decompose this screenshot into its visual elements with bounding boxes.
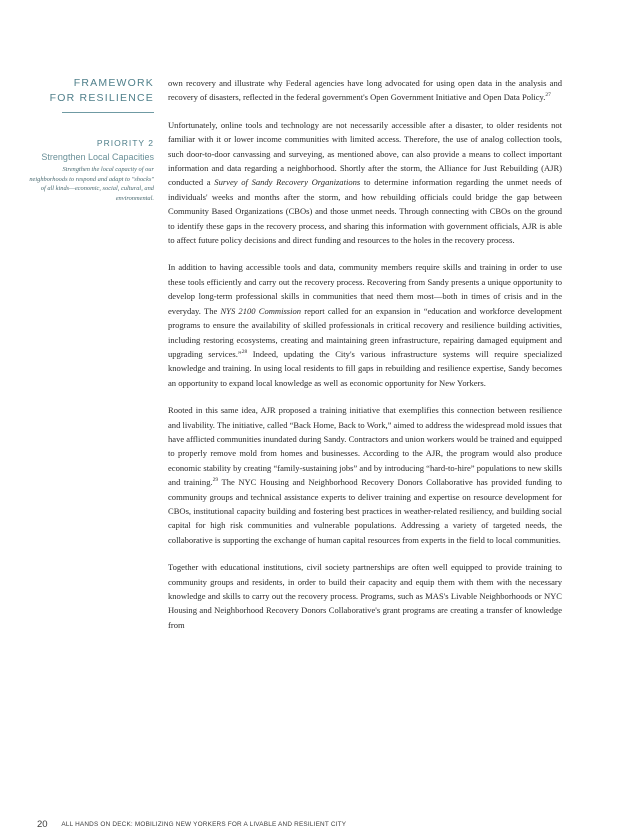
framework-heading-line1: FRAMEWORK [73, 77, 154, 89]
framework-heading-line2: FOR RESILIENCE [49, 92, 154, 104]
page-number: 20 [37, 819, 48, 830]
paragraph-4-text-b: The NYC Housing and Neighborhood Recovery Donors Collaborative has provided funding to community groups and technical assistance experts to deliver training and expertise on resource development for CBOs, institutional capacity building and fostering best practices in weather-related resiliency, and building social capital for high risk communities and vulnerable populations. Addressing a variety of targeted needs, the collaborative is supporting the exchange of human capital resources from experts in the field to local communities. [168, 477, 562, 545]
paragraph-1 [168, 76, 562, 105]
paragraph-4 [168, 403, 562, 547]
paragraph-3-text-c: Indeed, updating the City's various infrastructure systems will require specialized knowledge and training. In using local residents to fill gaps in rebuilding and resilience expertise, Sandy becomes an opportunity to expand local knowledge as well as economic opportunity for New Yorkers. [168, 348, 562, 388]
priority-description: Strengthen the local capacity of our neighborhoods to respond and adapt to "shocks" of all kinds—economic, social, cultural, and environmental. [29, 166, 154, 202]
footnote-ref-27: 27 [545, 92, 551, 99]
priority-title: Strengthen Local Capacities [41, 152, 154, 162]
framework-divider [62, 112, 154, 113]
paragraph-3-text-a: In addition to having accessible tools and data, community members require skills and training in order to use these tools efficiently and carry out the recovery process. Recovering from Sandy presents a unique opportunity to develop long-term professional skills in communities that need them most—both in times of crisis and in the everyday. The [168, 262, 562, 316]
body-text [168, 76, 562, 645]
sidebar [28, 76, 154, 203]
footnote-ref-29: 29 [212, 477, 219, 484]
paragraph-3 [168, 260, 562, 390]
page-footer [37, 819, 346, 831]
footnote-ref-28: 28 [241, 349, 248, 356]
paragraph-3-text-b: report called for an expansion in “education and workforce development programs to ensure the availability of skilled professionals in critical recovery and resilience building activities, including restoring ecosystems, creating and maintaining green infrastructure, repairing damaged equipment and upgrading services.” [168, 305, 562, 359]
paragraph-5-text: Together with educational institutions, civil society partnerships are often well equipped to provide training to community groups and residents, in order to build their capacity and equip them with them with the necessary knowledge and skills to carry out the recovery process. Programs, such as MAS's Livable Neighborhoods or NYC Housing and Neighborhood Recovery Donors Collaborative's grant programs are creating a transfer of knowledge from [168, 562, 562, 630]
paragraph-2-text-a: Unfortunately, online tools and technology are not necessarily accessible after a disaster, to older residents not familiar with it or lower income communities with limited access. Therefore, the use of analog collection tools, such door-to-door canvassing and surveying, as mentioned above, can also provide a means to collect important information and data regarding a neighborhood. Shortly after the storm, the Alliance for Just Rebuilding (AJR) conducted a [168, 119, 562, 188]
paragraph-4-text-a: Rooted in this same idea, AJR proposed a training initiative that exemplifies this connection between resilience and livability. The initiative, called “Back Home, Back to Work,” aimed to address the widespread mold issues that have afflicted communities inundated during Sandy. Contractors and union workers would be trained and equipped to properly remove mold from homes and businesses. According to the AJR, the program would also produce economic stability by creating “family-sustaining jobs” and by introducing “hard-to-hire” populations to new skills and training. [168, 405, 562, 488]
paragraph-1-text: own recovery and illustrate why Federal agencies have long advocated for using open data in the analysis and recovery of disasters, reflected in the federal government's Open Government Initiative and Open Data Policy. [168, 78, 562, 103]
commission-title: NYS 2100 Commission [220, 305, 302, 316]
priority-label: PRIORITY 2 [96, 138, 154, 148]
paragraph-5 [168, 560, 562, 632]
survey-title: Survey of Sandy Recovery Organizations [214, 177, 361, 188]
paragraph-2-text-b: to determine information regarding the unmet needs of individuals' weeks and months after the storm, and how rebuilding officials could bridge the gap between Community Based Organizations (CBOs) and those unmet needs. Through connecting with CBOs on the ground to identify these gaps in the recovery process, and sharing this information with government officials, AJR is able to affect future policy decisions and direct funding and resources to the holes in the recovery process. [168, 177, 562, 246]
footer-title: ALL HANDS ON DECK: MOBILIZING NEW YORKERS FOR A LIVABLE AND RESILIENT CITY [61, 821, 347, 828]
paragraph-2 [168, 118, 562, 248]
framework-heading [28, 76, 154, 106]
